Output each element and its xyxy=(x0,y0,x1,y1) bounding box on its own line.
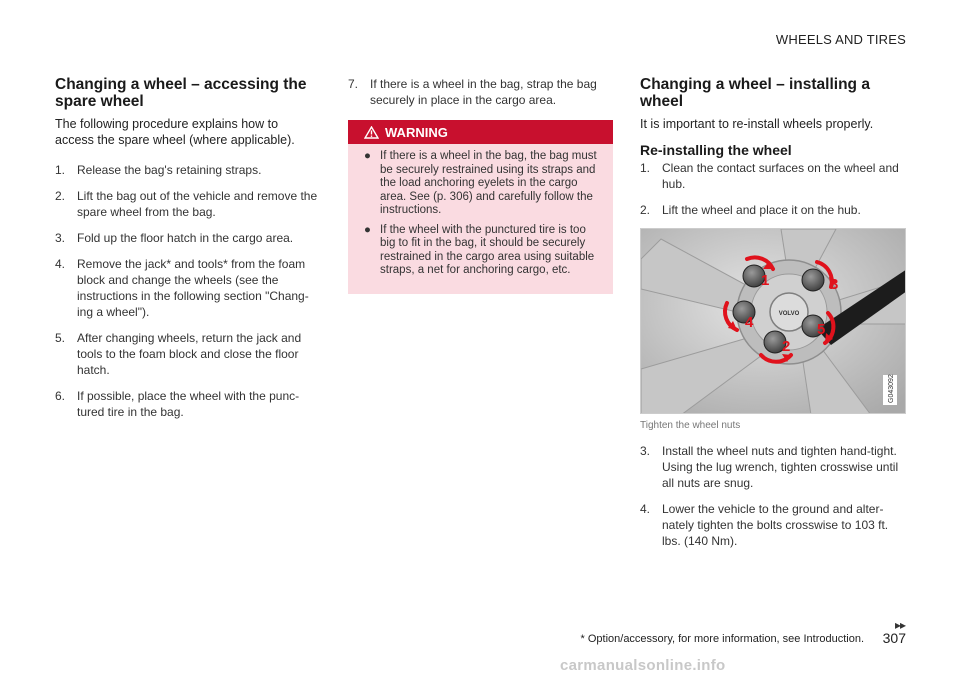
step-number: 1. xyxy=(640,161,651,175)
nut-label: 5 xyxy=(817,321,826,338)
list-item xyxy=(55,256,320,320)
page-number: 307 xyxy=(882,630,906,646)
list-item xyxy=(55,230,320,246)
list-item xyxy=(364,150,601,218)
left-column xyxy=(55,76,320,430)
step-number: 1. xyxy=(55,163,66,177)
step-number: 2. xyxy=(640,203,651,217)
right-column xyxy=(640,76,906,559)
steps-list-continued xyxy=(640,443,906,549)
step-text: If possible, place the wheel with the punc-tured tire in the bag. xyxy=(77,389,300,419)
step-text: Remove the jack* and tools* from the foam block and change the wheels (see the instructions in the following section "Chang-ing a wheel"). xyxy=(77,257,309,319)
list-item xyxy=(55,162,320,178)
list-item xyxy=(640,202,906,218)
wheel-nut-3 xyxy=(802,269,824,291)
list-item xyxy=(55,330,320,378)
section-header: WHEELS AND TIRES xyxy=(775,32,906,47)
subsection-title: Re-installing the wheel xyxy=(640,142,792,158)
list-item xyxy=(640,501,906,549)
step-number: 5. xyxy=(55,331,66,345)
list-item xyxy=(348,76,613,108)
wheel-nuts-illustration xyxy=(640,228,906,414)
step-text: Lift the wheel and place it on the hub. xyxy=(662,203,861,217)
nut-label: 3 xyxy=(830,276,839,293)
step-number: 7. xyxy=(348,77,359,91)
step-number: 2. xyxy=(55,189,66,203)
warning-text: If the wheel with the punctured tire is too big to fit in the bag, it should be securely restrained in the cargo area using suitable straps, a net for anchoring cargo, etc. xyxy=(380,223,595,276)
intro-text: It is important to re-install wheels properly. xyxy=(640,117,874,131)
next-page-arrows-icon: ▸▸ xyxy=(894,618,905,632)
step-number: 4. xyxy=(55,257,66,271)
list-item xyxy=(640,443,906,491)
steps-list xyxy=(55,162,320,420)
step-text: Fold up the floor hatch in the cargo area. xyxy=(77,231,294,245)
step-text: After changing wheels, return the jack and tools to the foam block and close the floor hatch. xyxy=(77,331,302,377)
warning-text: If there is a wheel in the bag, the bag must be securely restrained using its straps and the load anchoring eyelets in the cargo area. See (p. 306) and carefully follow the instructions. xyxy=(380,150,597,216)
list-item xyxy=(364,224,601,278)
step-number: 4. xyxy=(640,502,651,516)
nut-label: 4 xyxy=(745,314,754,331)
warning-box xyxy=(348,120,613,294)
wheel-drawing xyxy=(641,229,906,414)
step-number: 6. xyxy=(55,389,66,403)
warning-triangle-icon xyxy=(364,126,379,139)
step-number: 3. xyxy=(640,444,651,458)
figure-code: G043092 xyxy=(888,374,895,403)
step-text: If there is a wheel in the bag, strap the bag securely in place in the cargo area. xyxy=(370,77,597,107)
list-item xyxy=(55,188,320,220)
intro-text: The following procedure explains how to access the spare wheel (where applicable). xyxy=(55,117,295,147)
step-number: 3. xyxy=(55,231,66,245)
step-text: Release the bag's retaining straps. xyxy=(77,163,262,177)
middle-column xyxy=(348,76,613,294)
section-title-installing-wheel: Changing a wheel – installing a wheel xyxy=(640,76,870,110)
hub-logo: VOLVO xyxy=(778,311,800,317)
step-text: Lower the vehicle to the ground and alter-nately tighten the bolts crosswise to 103 ft. lbs. (140 Nm). xyxy=(662,502,889,548)
step-text: Install the wheel nuts and tighten hand-tight. Using the lug wrench, tighten crosswise until all nuts are snug. xyxy=(662,444,899,490)
nut-label: 2 xyxy=(782,338,791,355)
list-item xyxy=(55,388,320,420)
list-item xyxy=(640,160,906,192)
steps-list-continued xyxy=(348,76,613,108)
bullet-icon: ● xyxy=(364,150,371,162)
steps-list xyxy=(640,160,906,218)
watermark: carmanualsonline.info xyxy=(560,657,726,674)
step-text: Clean the contact surfaces on the wheel and hub. xyxy=(662,161,899,191)
figure-caption: Tighten the wheel nuts xyxy=(640,420,741,431)
nut-label: 1 xyxy=(761,272,770,289)
footnote: * Option/accessory, for more information, see Introduction. xyxy=(580,633,864,645)
warning-list xyxy=(348,144,613,294)
step-text: Lift the bag out of the vehicle and remove the spare wheel from the bag. xyxy=(77,189,318,219)
bullet-icon: ● xyxy=(364,223,371,236)
warning-title: WARNING xyxy=(385,124,448,140)
warning-header xyxy=(348,120,613,144)
section-title-accessing-spare: Changing a wheel – accessing the spare wheel xyxy=(55,76,307,110)
